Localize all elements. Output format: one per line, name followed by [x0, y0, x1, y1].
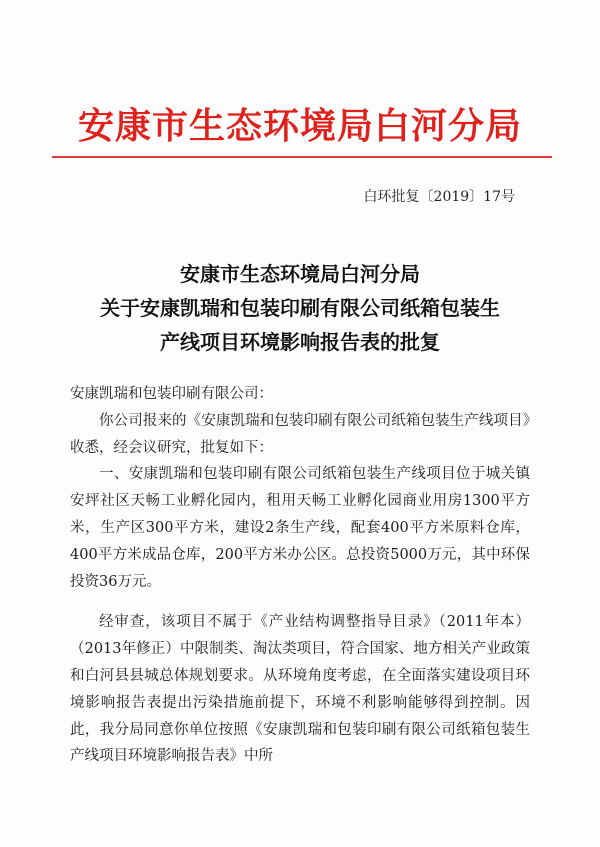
agency-header: 安康市生态环境局白河分局: [77, 105, 522, 147]
document-title: [40, 257, 560, 359]
paragraph-gap: [70, 595, 530, 609]
document-body: [70, 381, 530, 770]
document-number: 白环批复〔2019〕17号: [363, 189, 515, 205]
title-line-1: 安康市生态环境局白河分局: [180, 262, 420, 286]
title-line-2: 关于安康凯瑞和包装印刷有限公司纸箱包装生: [100, 296, 500, 320]
paragraph-1: 你公司报来的《安康凯瑞和包装印刷有限公司纸箱包装生产线项目》收悉，经会议研究，批复如下：: [70, 412, 530, 456]
header-divider: [52, 156, 552, 158]
paragraph-2: 一、安康凯瑞和包装印刷有限公司纸箱包装生产线项目位于城关镇安坪社区天畅工业孵化园内，租用天畅工业孵化园商业用房1300平方米，生产区300平方米，建设2条生产线，配套400平方米原料仓库，400平方米成品仓库，200平方米办公区。总投资5000万元，其中环保投资36万元。: [70, 466, 530, 590]
addressee: 安康凯瑞和包装印刷有限公司：: [70, 386, 273, 402]
title-line-3: 产线项目环境影响报告表的批复: [160, 330, 440, 354]
paragraph-3: 经审查，该项目不属于《产业结构调整指导目录》（2011年本）（2013年修正）中限制类、淘汰类项目，符合国家、地方相关产业政策和白河县县城总体规划要求。从环境角度考虑，在全面落实建设项目环境影响报告表提出污染措施前提下，环境不利影响能够得到控制。因此，我分局同意你单位按照《安康凯瑞和包装印刷有限公司纸箱包装生产线项目环境影响报告表》中所: [70, 614, 530, 765]
